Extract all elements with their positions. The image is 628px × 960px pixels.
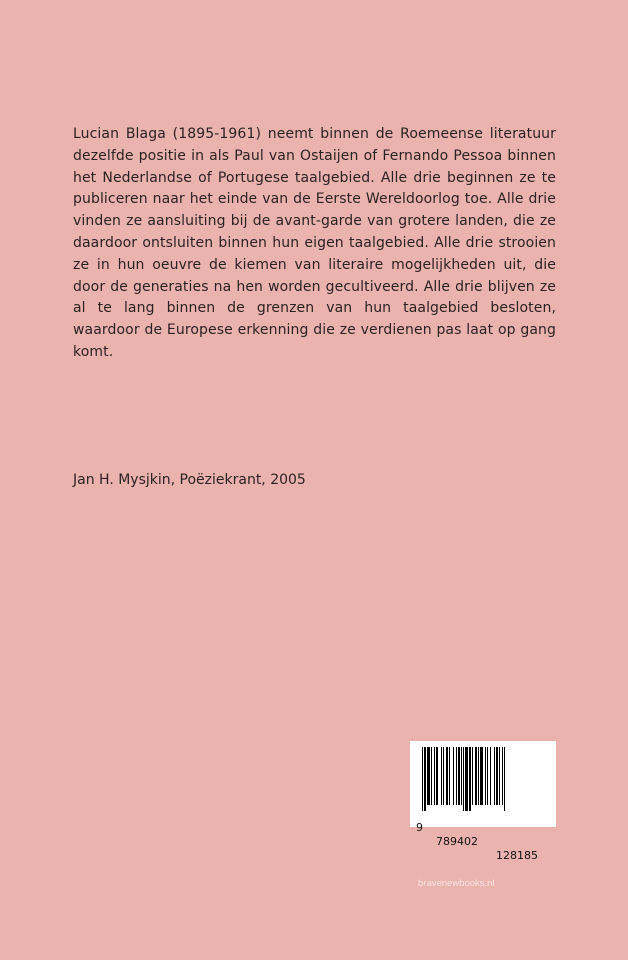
barcode-bar: [461, 747, 462, 805]
barcode-group-right: 128185: [496, 849, 538, 862]
cover-blurb: Lucian Blaga (1895-1961) neemt binnen de Roemeense literatuur dezelfde positie in als Paul van Ostaijen of Fernando Pessoa binnen het Nederlandse of Portugese taalgebied. Alle drie beginnen ze te publiceren naar het einde van de Eerste Wereldoorlog toe. Alle drie vinden ze aansluiting bij de avant-garde van grotere landen, die ze daardoor ontsluiten binnen hun eigen taalgebied. Alle drie strooien ze in hun oeuvre de kiemen van literaire mogelijkheden uit, die door de generaties na hen worden gecultiveerd. Alle drie blijven ze al te lang binnen de grenzen van hun taalgebied besloten, waardoor de Europese erkenning die ze verdienen pas laat op gang komt.: [73, 126, 556, 360]
barcode-bar: [485, 747, 486, 805]
barcode-bar: [449, 747, 450, 805]
barcode-bar: [475, 747, 477, 805]
publisher-url: bravenewbooks.nl: [418, 878, 495, 889]
isbn-barcode: [410, 741, 556, 862]
barcode-digit-first: 9: [416, 821, 423, 834]
barcode-bar: [458, 747, 460, 805]
barcode-bar: [446, 747, 448, 805]
barcode-bar: [494, 747, 495, 805]
barcode-bar: [502, 747, 503, 805]
barcode-bar: [436, 747, 438, 805]
barcode-bar: [463, 747, 464, 811]
barcode-bar: [496, 747, 498, 805]
barcode-bar: [472, 747, 473, 805]
barcode-group-left: 789402: [436, 835, 478, 848]
barcode-number: [410, 807, 556, 877]
barcode-bar: [499, 747, 500, 805]
barcode-bar: [504, 747, 505, 811]
barcode-bar: [443, 747, 444, 805]
barcode-bar: [465, 747, 468, 811]
barcode-bar: [431, 747, 432, 805]
barcode-bar: [480, 747, 483, 805]
barcode-bar: [422, 747, 423, 811]
barcode-bar: [424, 747, 426, 811]
barcode-bar: [456, 747, 457, 805]
barcode-bar: [487, 747, 488, 805]
review-attribution: Jan H. Mysjkin, Poëziekrant, 2005: [73, 472, 306, 488]
barcode-bar: [441, 747, 442, 805]
barcode-bar: [427, 747, 430, 805]
barcode-bar: [469, 747, 471, 811]
barcode-bar: [478, 747, 479, 805]
barcode-bar: [453, 747, 454, 805]
barcode-bar: [434, 747, 435, 805]
barcode-bar: [490, 747, 491, 805]
